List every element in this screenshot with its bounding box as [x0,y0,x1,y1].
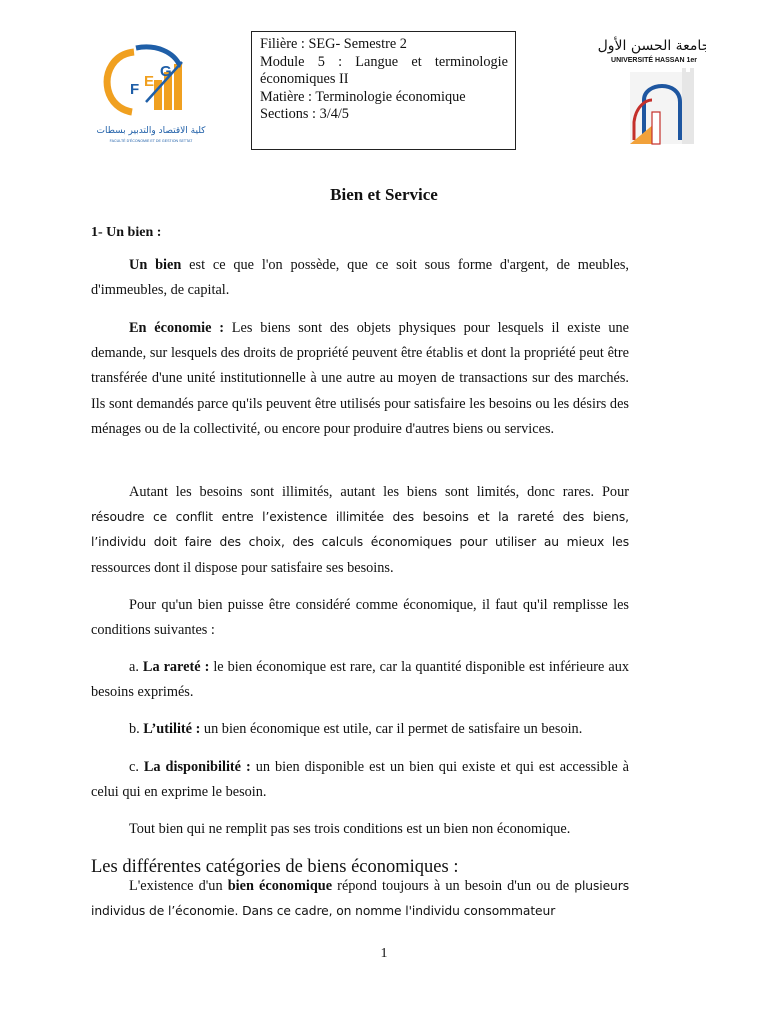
paragraph-en-economie [91,316,629,442]
page-number: 1 [380,946,388,961]
term-bien-economique: bien économique [227,878,333,894]
page-title: Bien et Service [330,185,438,204]
condition-term: La disponibilité : [143,759,251,775]
paragraph-text-part3: plusieurs individus de l’économie. Dans ce cadre, on nomme l'individu consommateur [91,879,630,919]
paragraph-text-part2: répond toujours à un besoin d'un ou de [332,878,575,894]
paragraph-besoins [91,480,629,581]
paragraph-conditions-intro [91,593,629,643]
svg-text:G: G [160,63,172,80]
term-en-economie: En économie : [129,320,225,336]
paragraph-text-part2: résoudre ce conflit entre l’existence illimitée des besoins et la rareté des biens, l’individu doit faire des choix, des calculs économiques pour utiliser au mieux les [91,510,629,550]
condition-text: un bien disponible est un bien qui existe et qui est accessible à celui qui en exprime le besoin. [91,759,629,801]
info-line-matiere: Matière : Terminologie économique [260,88,466,105]
svg-text:FACULTÉ D'ÉCONOMIE ET DE GESTI: FACULTÉ D'ÉCONOMIE ET DE GESTION SETTAT [109,139,193,143]
paragraph-text: Pour qu'un bien puisse être considéré comme économique, il faut qu'il remplisse les conditions suivantes : [91,597,629,639]
condition-term: La rareté : [142,659,210,675]
svg-text:جامعة الحسن الأول: جامعة الحسن الأول [597,38,706,54]
condition-prefix: a. [129,659,143,675]
paragraph-text-part3: ressources dont il dispose pour satisfaire ses besoins. [91,559,394,576]
condition-disponibilite [91,755,629,805]
condition-utilite [91,717,629,742]
condition-prefix: b. [129,721,144,737]
paragraph-text-part1: Autant les besoins sont illimités, autant les biens sont limités, donc rares. Pour [129,484,629,500]
svg-text:كلية الاقتصاد والتدبير بسطات: كلية الاقتصاد والتدبير بسطات [96,126,206,136]
section-title-un-bien: 1- Un bien : [91,225,162,240]
subheading-categories: Les différentes catégories de biens économiques : [91,857,459,877]
paragraph-non-economique [91,817,629,842]
condition-prefix: c. [129,759,144,775]
svg-text:UNIVERSITÉ HASSAN 1er: UNIVERSITÉ HASSAN 1er [611,57,697,64]
paragraph-bien-economique [91,874,629,924]
condition-term: L’utilité : [143,721,201,737]
condition-text: un bien économique est utile, car il permet de satisfaire un besoin. [200,721,583,737]
info-line-sections: Sections : 3/4/5 [260,106,349,122]
term-un-bien: Un bien [129,257,182,273]
info-line-module-cont: économiques II [260,71,349,87]
info-line-filiere: Filière : SEG- Semestre 2 [260,36,407,52]
paragraph-text: est ce que l'on possède, que ce soit sous forme d'argent, de meubles, d'immeubles, de capital. [91,257,629,299]
svg-text:F: F [130,81,140,98]
condition-rarete [91,655,629,705]
info-line-module: Module 5 : Langue et terminologie [260,53,508,70]
condition-text: le bien économique est rare, car la quantité disponible est inférieure aux besoins exprimés. [91,659,629,701]
paragraph-text: Tout bien qui ne remplit pas ses trois conditions est un bien non économique. [129,821,571,837]
paragraph-text-part1: L'existence d'un [129,878,228,894]
feg-logo [96,40,206,148]
svg-text:E: E [144,73,155,90]
paragraph-definition [91,253,629,303]
course-info-box [251,31,516,150]
paragraph-text: Les biens sont des objets physiques pour lesquels il existe une demande, sur lesquels des droits de propriété peuvent être établis et dont la propriété peut être transférée d'une unité institutionnelle à une autre au moyen de transactions sur des marchés. Ils sont demandés parce qu'ils peuvent être utilisés pour satisfaire les besoins ou les désirs des ménages ou de la collectivité, ou encore pour produire d'autres biens ou services. [91,320,629,437]
university-logo [594,36,706,146]
